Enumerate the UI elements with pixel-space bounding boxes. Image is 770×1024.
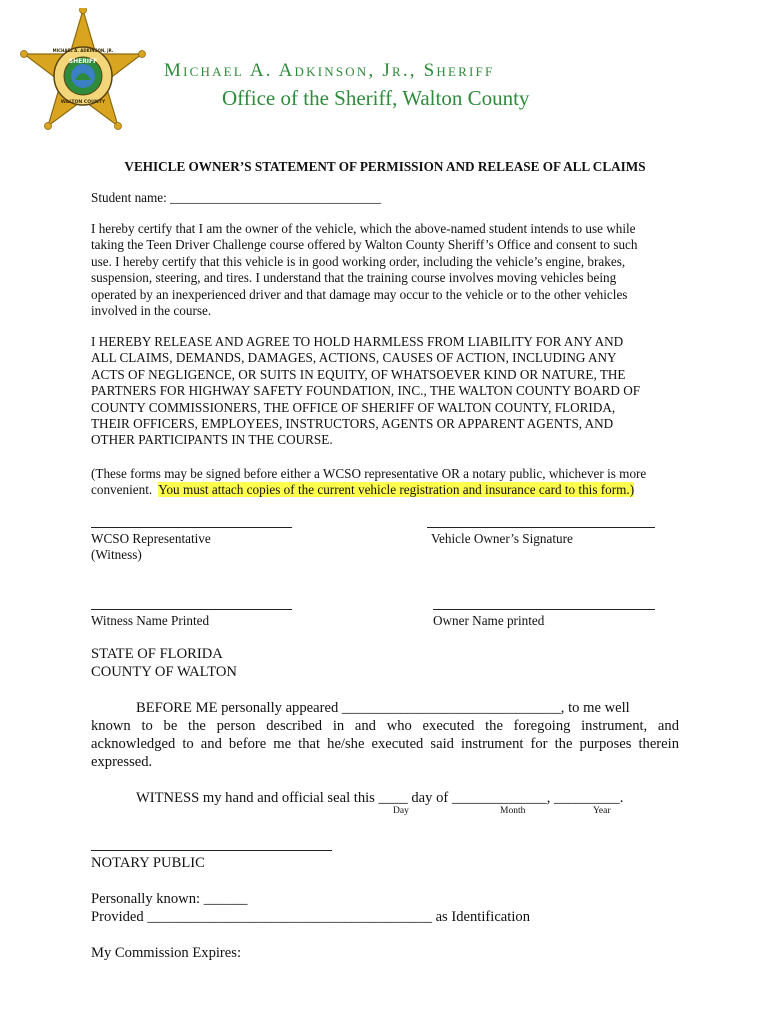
release-line: ALL CLAIMS, DEMANDS, DAMAGES, ACTIONS, CAUSES OF ACTION, INCLUDING ANY [91, 350, 617, 366]
certify-line: operated by an inexperienced driver and that damage may occur to the vehicle or to the other vehicles [91, 286, 628, 302]
certify-line: I hereby certify that I am the owner of the vehicle, which the above-named student intends to use while [91, 221, 636, 236]
forms-note-line: (These forms may be signed before either a WCSO representative OR a notary public, whichever is more [91, 466, 647, 481]
release-line: THEIR OFFICERS, EMPLOYEES, INSTRUCTORS, AGENTS OR APPARENT AGENTS, AND [91, 416, 614, 432]
vehicle-owner-signature-line[interactable] [427, 527, 655, 528]
document-title: VEHICLE OWNER’S STATEMENT OF PERMISSION AND RELEASE OF ALL CLAIMS [124, 159, 646, 174]
certify-line: suspension, steering, and tires. I understand that the training course involves moving vehicles being [91, 270, 617, 286]
before-me-line: BEFORE ME personally appeared ______________________________, to me well [136, 700, 630, 716]
certify-line: involved in the course. [91, 303, 212, 319]
witness-label: (Witness) [91, 547, 142, 562]
county-label: COUNTY OF WALTON [91, 664, 237, 680]
certification-paragraph [91, 221, 679, 319]
wcso-representative-signature-line[interactable] [91, 527, 292, 528]
personally-known-field[interactable]: Personally known: ______ [91, 891, 248, 907]
witness-name-printed-line[interactable] [91, 609, 292, 610]
release-line: OTHER PARTICIPANTS IN THE COURSE. [91, 432, 333, 448]
attachment-notice-highlight: You must attach copies of the current vehicle registration and insurance card to this form. [158, 482, 630, 498]
release-paragraph [91, 334, 679, 449]
before-me-line: expressed. [91, 754, 153, 770]
office-name: Office of the Sheriff, Walton County [222, 86, 530, 110]
wcso-representative-label: WCSO Representative [91, 531, 211, 546]
before-me-line: known to be the person described in and who executed the foregoing instrument, and [91, 718, 679, 734]
notary-signature-line[interactable] [91, 850, 332, 851]
before-me-paragraph [91, 699, 679, 771]
student-name-field[interactable]: Student name: ________________________________ [91, 190, 382, 205]
badge-top-text: MICHAEL A. ADKINSON, JR. [52, 48, 114, 53]
commission-expires-label: My Commission Expires: [91, 945, 241, 961]
sheriff-name: Michael A. Adkinson, Jr., Sheriff [164, 60, 495, 81]
owner-name-printed-line[interactable] [433, 609, 655, 610]
sheriff-badge-logo [20, 8, 146, 138]
year-caption: Year [593, 806, 611, 816]
release-line: COUNTY COMMISSIONERS, THE OFFICE OF SHERIFF OF WALTON COUNTY, FLORIDA, [91, 399, 616, 415]
forms-note-prefix: convenient. [91, 482, 159, 498]
identification-provided-field[interactable]: Provided _______________________________________ as Identification [91, 909, 530, 925]
before-me-line: acknowledged to and before me that he/she executed said instrument for the purposes therein [91, 736, 679, 752]
badge-bottom-text: WALTON COUNTY [60, 100, 106, 105]
badge-center-text: SHERIFF [68, 58, 98, 65]
notary-public-label: NOTARY PUBLIC [91, 855, 205, 871]
release-line: ACTS OF NEGLIGENCE, OR SUITS IN EQUITY, OF WHATSOEVER KIND OR NATURE, THE [91, 366, 626, 382]
vehicle-owner-signature-label: Vehicle Owner’s Signature [431, 531, 573, 546]
owner-name-printed-label: Owner Name printed [433, 613, 545, 628]
witness-name-printed-label: Witness Name Printed [91, 613, 210, 628]
day-caption: Day [393, 806, 409, 816]
release-line: I HEREBY RELEASE AND AGREE TO HOLD HARMLESS FROM LIABILITY FOR ANY AND [91, 334, 624, 349]
certify-line: use. I hereby certify that this vehicle is in good working order, including the vehicle’s engine, brakes, [91, 253, 626, 269]
month-caption: Month [500, 806, 526, 816]
forms-note-suffix: ) [629, 482, 635, 498]
state-label: STATE OF FLORIDA [91, 646, 223, 662]
release-line: PARTNERS FOR HIGHWAY SAFETY FOUNDATION, INC., THE WALTON COUNTY BOARD OF [91, 383, 641, 399]
certify-line: taking the Teen Driver Challenge course offered by Walton County Sheriff’s Office and consent to such [91, 237, 638, 253]
forms-note [91, 466, 691, 499]
witness-seal-line: WITNESS my hand and official seal this ____ day of _____________, _________. [136, 790, 624, 806]
